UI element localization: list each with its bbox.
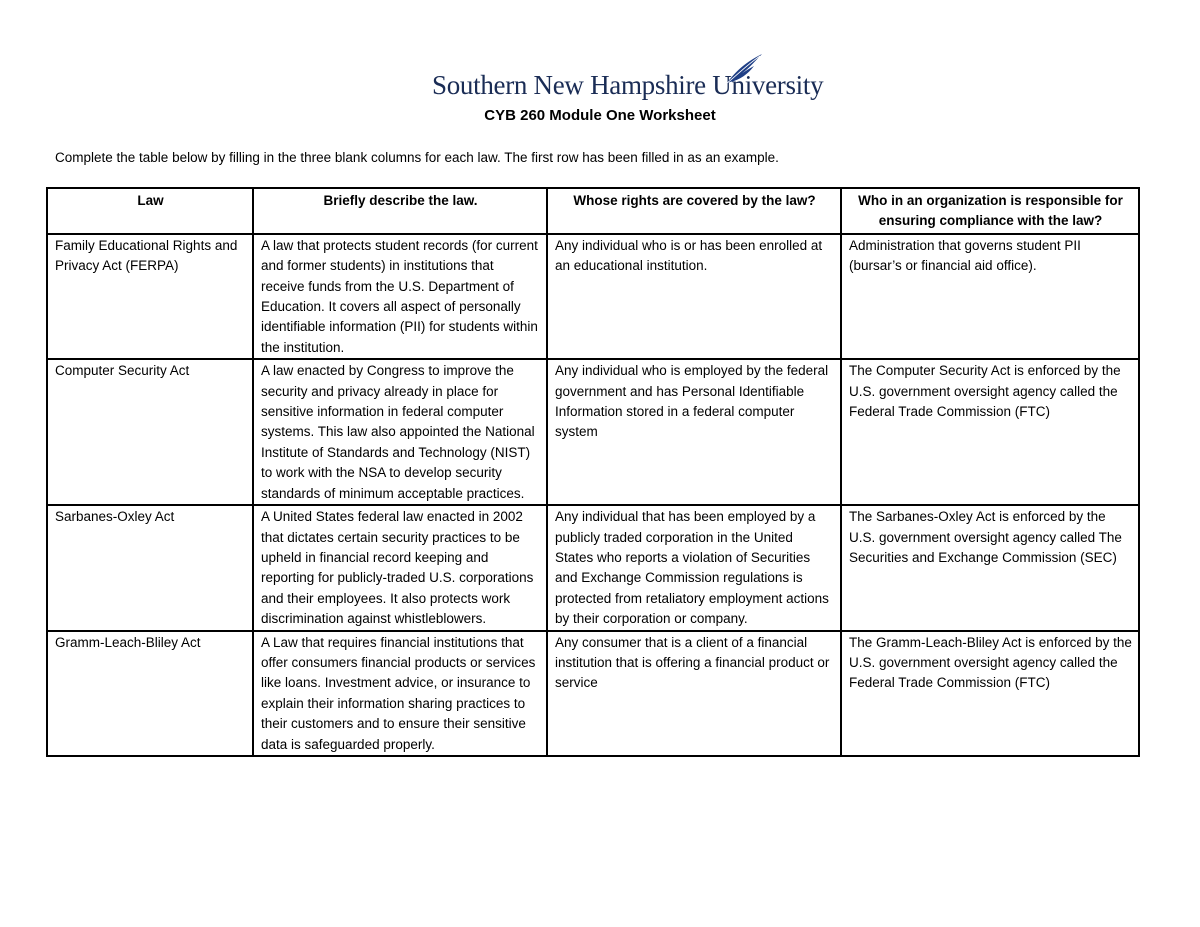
description-cell: A Law that requires financial institutions that offer consumers financial products or services like loans. Investment advice, or insurance to explain their information sharing practices to their customers and to ensure their sensitive data is safeguarded properly. (253, 631, 547, 756)
page-title: CYB 260 Module One Worksheet (484, 107, 716, 124)
responsible-cell: The Gramm-Leach-Bliley Act is enforced by the U.S. government oversight agency called the Federal Trade Commission (FTC) (841, 631, 1139, 756)
law-name-cell: Family Educational Rights and Privacy Act (FERPA) (47, 234, 253, 359)
column-header-rights: Whose rights are covered by the law? (547, 188, 841, 234)
instructions-text: Complete the table below by filling in the three blank columns for each law. The first row has been filled in as an example. (55, 150, 779, 165)
column-header-responsible: Who in an organization is responsible for ensuring compliance with the law? (841, 188, 1139, 234)
table-row (47, 505, 1139, 630)
responsible-cell: The Computer Security Act is enforced by the U.S. government oversight agency called the Federal Trade Commission (FTC) (841, 359, 1139, 505)
table-header-row (47, 188, 1139, 234)
table-row (47, 359, 1139, 505)
law-name-cell: Computer Security Act (47, 359, 253, 505)
responsible-cell: Administration that governs student PII (bursar’s or financial aid office). (841, 234, 1139, 359)
rights-cell: Any consumer that is a client of a financial institution that is offering a financial product or service (547, 631, 841, 756)
university-logo (432, 52, 824, 104)
column-header-law: Law (47, 188, 253, 234)
description-cell: A law enacted by Congress to improve the security and privacy already in place for sensitive information in federal computer systems. This law also appointed the National Institute of Standards and Technology (NIST) to work with the NSA to develop security standards of minimum acceptable practices. (253, 359, 547, 505)
column-header-description: Briefly describe the law. (253, 188, 547, 234)
responsible-cell: The Sarbanes-Oxley Act is enforced by the U.S. government oversight agency called The Securities and Exchange Commission (SEC) (841, 505, 1139, 630)
law-name-cell: Sarbanes-Oxley Act (47, 505, 253, 630)
table-row (47, 234, 1139, 359)
rights-cell: Any individual who is employed by the federal government and has Personal Identifiable Information stored in a federal computer system (547, 359, 841, 505)
table-row (47, 631, 1139, 756)
rights-cell: Any individual that has been employed by a publicly traded corporation in the United States who reports a violation of Securities and Exchange Commission regulations is protected from retaliatory employment actions by their corporation or company. (547, 505, 841, 630)
feather-icon (724, 52, 764, 86)
logo-wordmark: Southern New Hampshire University (432, 70, 824, 100)
laws-table (46, 187, 1140, 757)
law-name-cell: Gramm-Leach-Bliley Act (47, 631, 253, 756)
rights-cell: Any individual who is or has been enrolled at an educational institution. (547, 234, 841, 359)
description-cell: A United States federal law enacted in 2002 that dictates certain security practices to be upheld in financial record keeping and reporting for publicly-traded U.S. corporations and their employees. It also protects work discrimination against whistleblowers. (253, 505, 547, 630)
description-cell: A law that protects student records (for current and former students) in institutions that receive funds from the U.S. Department of Education. It covers all aspect of personally identifiable information (PII) for students within the institution. (253, 234, 547, 359)
